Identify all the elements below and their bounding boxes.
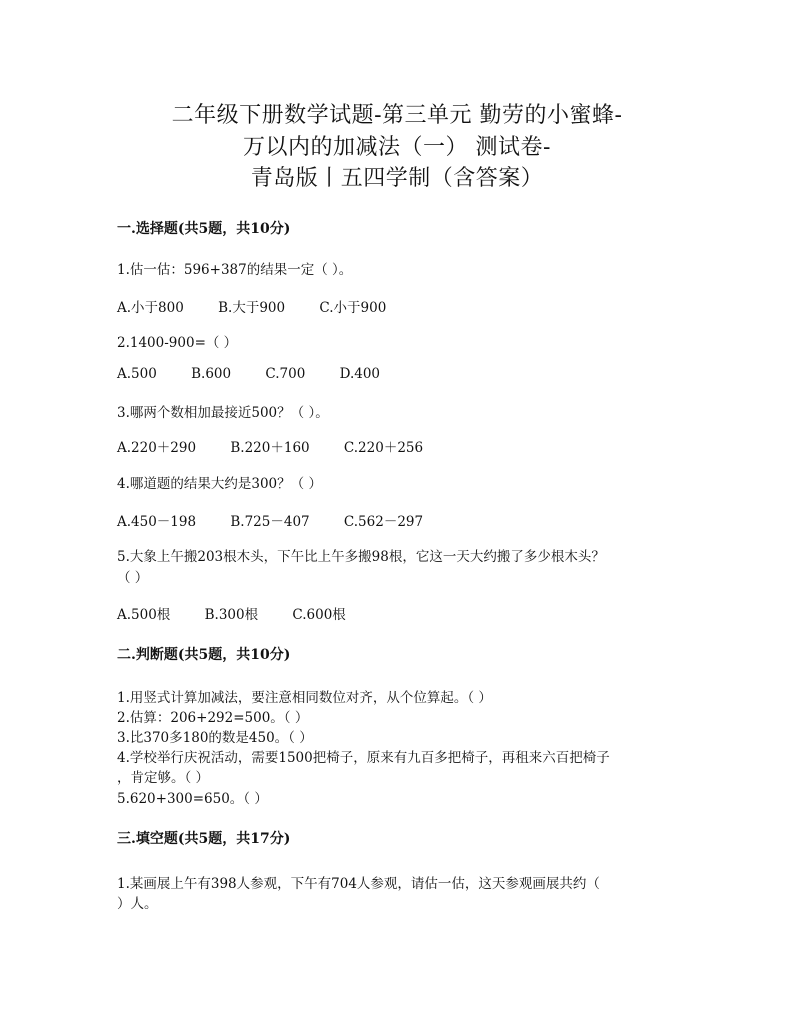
- option: C.小于900: [319, 300, 387, 316]
- option: A.500: [117, 366, 157, 382]
- fill-line: ）人。: [117, 896, 158, 912]
- option: B.220＋160: [230, 440, 310, 456]
- option: C.600根: [292, 607, 346, 623]
- question-2: 2.1400-900=（ ）: [117, 335, 238, 351]
- question-1: 1.估一估：596+387的结果一定（ ）。: [117, 262, 353, 278]
- question-3-options: [117, 436, 453, 456]
- judge-line: 2.估算：206+292=500。（ ）: [117, 710, 309, 726]
- section-heading-fill: 三.填空题(共5题，共17分): [117, 831, 291, 847]
- question-5-blank: （ ）: [117, 570, 149, 586]
- title-line-2: 万以内的加减法（一） 测试卷-: [243, 135, 551, 160]
- option: B.大于900: [218, 300, 286, 316]
- judge-line: 5.620+300=650。（ ）: [117, 791, 268, 807]
- option: D.400: [339, 366, 381, 382]
- judge-line: 4.学校举行庆祝活动，需要1500把椅子，原来有九百多把椅子，再租来六百把椅子: [117, 750, 610, 766]
- option: A.450－198: [117, 514, 197, 530]
- option: C.220＋256: [343, 440, 424, 456]
- option: B.600: [191, 366, 232, 382]
- question-5-options: [117, 603, 376, 623]
- option: C.700: [265, 366, 306, 382]
- title-line-1: 二年级下册数学试题-第三单元 勤劳的小蜜蜂-: [171, 103, 623, 128]
- judge-line: 1.用竖式计算加减法，要注意相同数位对齐，从个位算起。（ ）: [117, 690, 492, 706]
- option: A.220＋290: [117, 440, 197, 456]
- option: A.500根: [117, 607, 171, 623]
- option: C.562－297: [343, 514, 424, 530]
- judge-line: ，肯定够。（ ）: [117, 770, 210, 786]
- question-4: 4.哪道题的结果大约是300？（ ）: [117, 476, 322, 492]
- option: A.小于800: [117, 300, 184, 316]
- question-4-options: [117, 510, 453, 530]
- option: B.300根: [204, 607, 259, 623]
- section-heading-judge: 二.判断题(共5题，共10分): [117, 647, 291, 663]
- option: B.725－407: [230, 514, 310, 530]
- question-3: 3.哪两个数相加最接近500？（ ）。: [117, 405, 329, 421]
- section-heading-choice: 一.选择题(共5题，共10分): [117, 221, 291, 237]
- question-1-options: [117, 296, 416, 316]
- fill-line: 1.某画展上午有398人参观，下午有704人参观，请估一估，这天参观画展共约（: [117, 876, 600, 892]
- question-5: 5.大象上午搬203根木头，下午比上午多搬98根，它这一天大约搬了多少根木头？: [117, 549, 605, 565]
- question-2-options: [117, 366, 410, 382]
- judge-line: 3.比370多180的数是450。（ ）: [117, 730, 313, 746]
- title-line-3: 青岛版丨五四学制（含答案）: [250, 166, 544, 191]
